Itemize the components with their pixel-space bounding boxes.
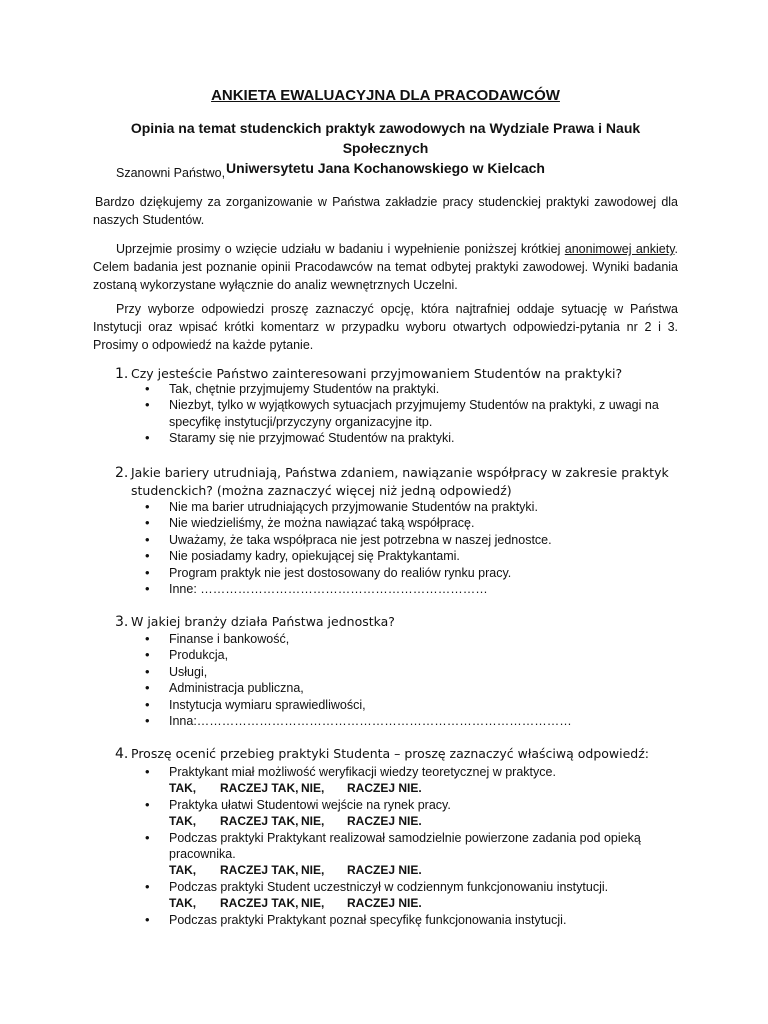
answer-option[interactable]: • Produkcja,: [143, 647, 663, 663]
rating-rather-yes[interactable]: RACZEJ TAK,: [220, 814, 299, 829]
rating-scale: [169, 862, 663, 878]
answer-option[interactable]: • Finanse i bankowość,: [143, 631, 663, 647]
intro-paragraph-1: Bardzo dziękujemy za zorganizowanie w Państwa zakładzie pracy studenckiej praktyki zawodowej dla naszych Studentów.: [93, 195, 678, 227]
statement-text: • Podczas praktyki Student uczestniczył w codziennym funkcjonowaniu instytucji.: [169, 879, 609, 894]
answer-option[interactable]: • Usługi,: [143, 664, 663, 680]
rating-statement: [143, 830, 663, 879]
question-text: Jakie bariery utrudniają, Państwa zdaniem, nawiązanie współpracy w zakresie praktyk studenckich? (można zaznaczyć więcej niż jedną odpowiedź): [131, 465, 669, 498]
rating-no[interactable]: NIE,: [301, 896, 325, 911]
statement-text: • Podczas praktyki Praktykant realizował samodzielnie powierzone zadania pod opieką pracownika.: [169, 830, 641, 862]
answer-option[interactable]: • Nie posiadamy kadry, opiekującej się Praktykantami.: [143, 548, 663, 564]
rating-no[interactable]: NIE,: [301, 863, 325, 878]
intro-paragraph-2: [93, 240, 678, 294]
question-text: Czy jesteście Państwo zainteresowani przyjmowaniem Studentów na praktyki?: [131, 366, 623, 381]
rating-yes[interactable]: TAK,: [169, 863, 197, 878]
rating-scale: [169, 895, 663, 911]
question-text: Proszę ocenić przebieg praktyki Studenta – proszę zaznaczyć właściwą odpowiedź:: [131, 746, 650, 761]
rating-no[interactable]: NIE,: [301, 814, 325, 829]
intro-paragraph-2-start: Uprzejmie prosimy o wzięcie udziału w badaniu i wypełnienie poniższej krótkiej: [116, 242, 565, 256]
rating-rather-no[interactable]: RACZEJ NIE.: [347, 896, 422, 911]
answer-option[interactable]: • Staramy się nie przyjmować Studentów na praktyki.: [143, 430, 663, 446]
rating-no[interactable]: NIE,: [301, 781, 325, 796]
question-number: 1.: [115, 366, 129, 382]
answer-option[interactable]: • Uważamy, że taka współpraca nie jest potrzebna w naszej jednostce.: [143, 532, 663, 548]
subtitle-line-2: Uniwersytetu Jana Kochanowskiego w Kielcach: [226, 160, 545, 176]
answer-option[interactable]: • Program praktyk nie jest dostosowany do realiów rynku pracy.: [143, 565, 663, 581]
rating-yes[interactable]: TAK,: [169, 896, 197, 911]
subtitle-line-1: Opinia na temat studenckich praktyk zawodowych na Wydziale Prawa i Nauk Społecznych: [130, 120, 641, 156]
question-3-options: [143, 631, 663, 729]
question-3: [115, 613, 671, 631]
rating-rather-no[interactable]: RACZEJ NIE.: [347, 781, 422, 796]
rating-rather-yes[interactable]: RACZEJ TAK,: [220, 896, 299, 911]
question-number: 2.: [115, 465, 129, 481]
question-1-options: [143, 381, 663, 447]
answer-option[interactable]: • Nie ma barier utrudniających przyjmowanie Studentów na praktyki.: [143, 499, 663, 515]
answer-option[interactable]: • Tak, chętnie przyjmujemy Studentów na praktyki.: [143, 381, 663, 397]
statement-text: • Podczas praktyki Praktykant poznał specyfikę funkcjonowania instytucji.: [169, 912, 567, 927]
intro-paragraph-3: Przy wyborze odpowiedzi proszę zaznaczyć opcję, która najtrafniej oddaje sytuację w Państwa Instytucji oraz wpisać krótki komentarz w przypadku wyboru otwartych odpowiedzi-pytania nr 2 i 3. Prosimy o odpowiedź na każde pytanie.: [93, 302, 678, 352]
rating-statement: [143, 879, 663, 912]
question-number: 3.: [115, 614, 129, 630]
statement-text: • Praktykant miał możliwość weryfikacji wiedzy teoretycznej w praktyce.: [169, 765, 556, 779]
rating-yes[interactable]: TAK,: [169, 814, 197, 829]
rating-scale: [169, 813, 663, 829]
rating-statement: [143, 764, 663, 797]
answer-option[interactable]: • Niezbyt, tylko w wyjątkowych sytuacjach przyjmujemy Studentów na praktyki, z uwagi na specyfikę instytucji/przyczyny organizacyjne itp.: [143, 397, 663, 430]
question-4-statements: [143, 764, 663, 928]
answer-option[interactable]: • Administracja publiczna,: [143, 680, 663, 696]
rating-rather-no[interactable]: RACZEJ NIE.: [347, 814, 422, 829]
question-number: 4.: [115, 746, 129, 762]
answer-option-other[interactable]: • Inna:………………………………………………………………………………: [143, 713, 663, 729]
rating-statement: [143, 912, 663, 928]
question-4: [115, 745, 671, 763]
answer-option[interactable]: • Instytucja wymiaru sprawiedliwości,: [143, 697, 663, 713]
answer-option[interactable]: • Nie wiedzieliśmy, że można nawiązać taką współpracę.: [143, 515, 663, 531]
question-2: [115, 464, 671, 500]
answer-option-other[interactable]: • Inne: ……………………………………………………………: [143, 581, 663, 597]
statement-text: • Praktyka ułatwi Studentowi wejście na rynek pracy.: [169, 797, 451, 812]
document-title: ANKIETA EWALUACYJNA DLA PRACODAWCÓW: [211, 87, 560, 104]
rating-rather-no[interactable]: RACZEJ NIE.: [347, 863, 422, 878]
anonymous-survey-emphasis: anonimowej ankiety: [564, 242, 675, 256]
rating-statement: [143, 797, 663, 830]
rating-rather-yes[interactable]: RACZEJ TAK,: [220, 863, 299, 878]
rating-scale: [169, 780, 663, 796]
intro-paragraph-2-end: . Celem badania jest poznanie opinii Pracodawców na temat odbytej praktyki zawodowej. Wyniki badania zostaną wykorzystane wyłącznie do analiz wewnętrznych Uczelni.: [93, 242, 679, 292]
greeting: Szanowni Państwo,: [116, 166, 226, 180]
rating-rather-yes[interactable]: RACZEJ TAK,: [220, 781, 299, 796]
rating-yes[interactable]: TAK,: [169, 781, 197, 796]
question-text: W jakiej branży działa Państwa jednostka?: [131, 614, 395, 629]
question-2-options: [143, 499, 663, 597]
